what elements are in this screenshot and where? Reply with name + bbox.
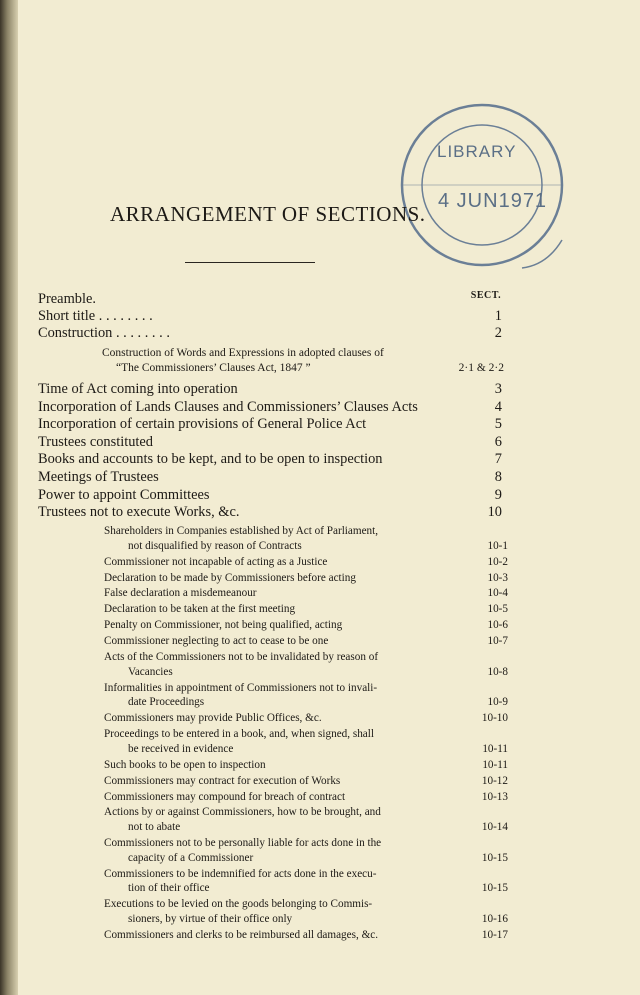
- sub-entry-number: 10-11: [482, 742, 508, 755]
- sub-entry-line: Such books to be open to inspection: [104, 758, 266, 771]
- sub-entry-number: 10-15: [481, 851, 508, 864]
- entry-title: Meetings of Trustees: [38, 469, 159, 485]
- sub-entry-number: 10-4: [487, 587, 508, 600]
- entry-title: Trustees not to execute Works, &c.: [38, 504, 240, 521]
- sub-entry-line: False declaration a misdemeanour: [104, 587, 257, 600]
- sub-entry-line: Penalty on Commissioner, not being qualified, acting: [104, 619, 343, 632]
- sub-entry: [104, 681, 508, 710]
- sub-entry: [104, 774, 508, 789]
- sub-entry-line: Declaration to be made by Commissioners before acting: [104, 571, 356, 584]
- sub-entry-number: 10-10: [481, 712, 508, 725]
- sect-column-header: SECT.: [470, 290, 502, 301]
- entry-title: Preamble.: [38, 291, 96, 307]
- entry-number: 5: [494, 416, 502, 433]
- sub-entry-number: 10-2: [487, 555, 508, 568]
- sub-entry-line: Proceedings to be entered in a book, and, when signed, shall: [104, 728, 374, 741]
- sub-entry: [104, 897, 508, 926]
- sub-entry-line: date Proceedings: [128, 696, 205, 709]
- sub-entry-line: Commissioners not to be personally liable for acts done in the: [104, 837, 382, 849]
- sub-entry: [104, 555, 508, 570]
- sub-entry: [104, 867, 508, 896]
- sub-entry-line: Acts of the Commissioners not to be invalidated by reason of: [104, 651, 379, 663]
- sub-entry-line: Shareholders in Companies established by Act of Parliament,: [104, 525, 379, 537]
- sub-entry-line: Commissioner neglecting to act to cease to be one: [104, 635, 329, 648]
- entry-title: Time of Act coming into operation: [38, 381, 238, 397]
- sub-entry: [104, 790, 508, 805]
- sub-entry-line: Commissioners may compound for breach of contract: [104, 790, 346, 803]
- entry-number: 10: [487, 504, 502, 521]
- entry-number: 7: [494, 451, 502, 468]
- sub-entry-line: Commissioner not incapable of acting as a Justice: [104, 555, 328, 568]
- sub-entry-line: not to abate: [128, 821, 181, 834]
- sub-entry-number: 10-17: [481, 928, 508, 941]
- note-line: Construction of Words and Expressions in adopted clauses of: [102, 347, 384, 359]
- sub-entry: [104, 524, 508, 553]
- sub-entry-line: sioners, by virtue of their office only: [128, 912, 293, 925]
- stamp-library-text: LIBRARY: [437, 142, 517, 161]
- sub-entry-line: Executions to be levied on the goods belonging to Commis-: [104, 898, 373, 911]
- entry-title: Books and accounts to be kept, and to be open to inspection: [38, 451, 383, 468]
- page-title: ARRANGEMENT OF SECTIONS.: [110, 202, 426, 226]
- sub-entry-line: not disqualified by reason of Contracts: [128, 539, 302, 552]
- sub-entry-number: 10-9: [487, 696, 508, 709]
- sub-entry: [104, 805, 508, 834]
- entry-number: 1: [494, 308, 502, 324]
- sub-entry-number: 10-6: [487, 619, 508, 632]
- sub-entry-number: 10-3: [487, 571, 508, 584]
- sub-entry: [104, 928, 508, 943]
- stamp-date-text: 4 JUN1971: [438, 190, 548, 212]
- entry-number: 8: [494, 469, 502, 485]
- sub-entry-line: Actions by or against Commissioners, how to be brought, and: [104, 806, 381, 819]
- sub-entry-line: capacity of a Commissioner: [128, 851, 254, 864]
- note-line: “The Commissioners’ Clauses Act, 1847 ”: [116, 362, 311, 374]
- sub-entry: [104, 727, 508, 756]
- sub-entry: [104, 618, 508, 633]
- sub-entry: [104, 602, 508, 617]
- entry-number: 9: [494, 486, 502, 503]
- sub-entry-number: 10-7: [487, 635, 508, 648]
- sub-entry-line: Commissioners to be indemnified for acts done in the execu-: [104, 867, 377, 880]
- sub-entry-line: be received in evidence: [128, 742, 234, 755]
- entry-number: 3: [494, 381, 502, 397]
- sub-entry: [104, 711, 508, 726]
- sub-entry: [104, 758, 508, 773]
- sub-entry: [104, 586, 508, 601]
- sub-entry-number: 10-14: [481, 821, 508, 834]
- book-gutter: [0, 0, 18, 995]
- entry-title: Incorporation of Lands Clauses and Commissioners’ Clauses Acts: [38, 398, 418, 415]
- sub-entry-line: Declaration to be taken at the first meeting: [104, 603, 296, 616]
- sub-entry-line: Commissioners may provide Public Offices, &c.: [104, 712, 322, 725]
- entry-title: Trustees constituted: [38, 433, 153, 450]
- sub-entry-number: 10-16: [481, 912, 508, 925]
- sub-entry: [104, 571, 508, 586]
- sub-entry-line: Commissioners may contract for execution of Works: [104, 774, 341, 787]
- entry-number: 4: [494, 398, 502, 415]
- sub-entry-number: 10-13: [481, 790, 508, 803]
- sub-entry: [104, 634, 508, 649]
- note-number: 2·1 & 2·2: [458, 362, 504, 374]
- sub-entry-number: 10-1: [487, 539, 508, 552]
- entry-title: Power to appoint Committees: [38, 486, 210, 503]
- sub-entry-number: 10-11: [482, 758, 508, 771]
- sub-entry-number: 10-12: [481, 774, 508, 787]
- sub-entry-line: tion of their office: [128, 882, 210, 895]
- sub-entry: [104, 650, 508, 679]
- sub-entry: [104, 836, 508, 865]
- sub-entry-line: Commissioners and clerks to be reimbursed all damages, &c.: [104, 928, 379, 941]
- title-rule: [185, 262, 315, 263]
- entry-number: 6: [494, 433, 502, 450]
- entry-title: Construction . . . . . . . .: [38, 325, 170, 341]
- sub-entry-line: Vacancies: [128, 665, 173, 678]
- sub-entry-number: 10-8: [487, 665, 508, 678]
- sub-entry-line: Informalities in appointment of Commissioners not to invali-: [104, 681, 378, 694]
- entry-number: 2: [494, 325, 502, 341]
- sub-entry-number: 10-15: [481, 882, 508, 895]
- entry-title: Short title . . . . . . . .: [38, 308, 153, 324]
- entry-title: Incorporation of certain provisions of General Police Act: [38, 416, 367, 433]
- sub-entry-number: 10-5: [487, 603, 508, 616]
